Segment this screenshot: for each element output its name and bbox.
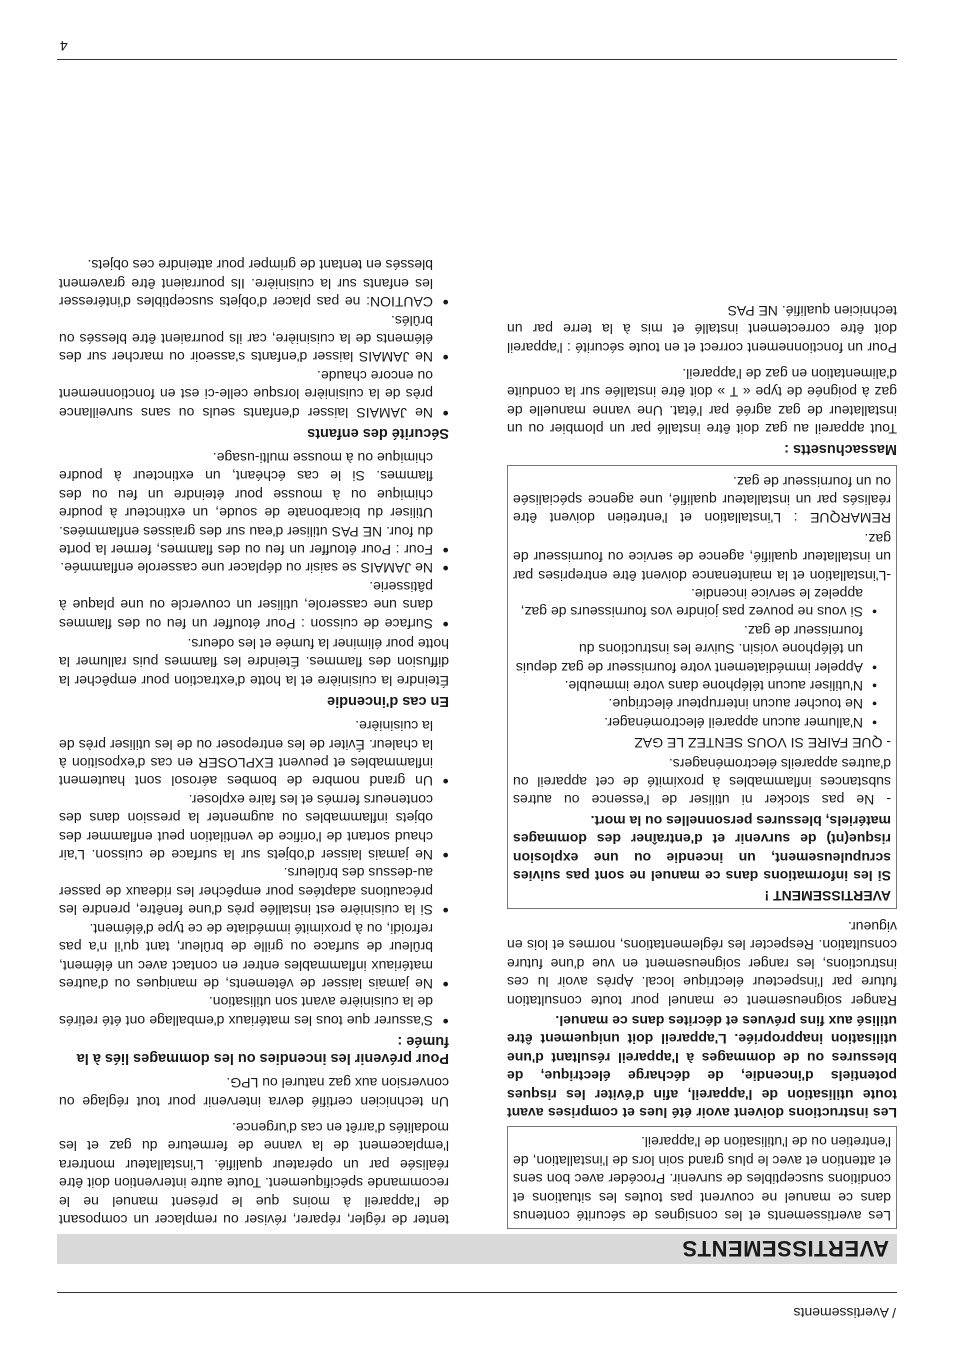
- safety-text: Pour un fonctionnement correct et en toute sécurité : l'appareil doit être correctement installé et mis à la terre par un technicien qualifié. NE PAS: [507, 302, 897, 356]
- list-item: ● Surface de cuisson : Pour étouffer un feu ou des flammes dans une casserole, utiliser un couvercle ou une plaque à pâtisserie.: [59, 577, 449, 632]
- lpg-text: Un technicien certifié devra intervenir pour tout réglage ou conversion aux gaz naturel ou LPG.: [59, 1075, 449, 1110]
- gas-smell-list: [513, 585, 891, 732]
- list-item: ● Four : Pour étouffer un feu ou des flammes, fermer la porte du four. NE PAS utiliser d'eau sur des graisses enflammées. Utiliser du bicarbonate de soude, un extincteur à poudre chimique ou à mousse pour éteindre un feu ou des flammes. Si le cas échéant, un extincteur à poudre chimique ou à mousse multi-usage.: [59, 449, 449, 559]
- fire-prevention-heading: Pour prévenir les incendies ou les dommages liés à la fumée :: [76, 1032, 449, 1066]
- list-item: • Si vous ne pouvez pas joindre vos fournisseurs de gaz, appelez le service incendie.: [513, 585, 877, 622]
- massachusetts-heading: Massachusetts :: [784, 441, 897, 458]
- list-item: ● Ne JAMAIS laisser d'enfants seuls ou sans surveillance près de la cuisinière lorsque celle-ci est en fonctionnement ou encore chaude.: [59, 366, 449, 421]
- fire-prevention-list: [59, 717, 449, 1030]
- list-item: • N'utiliser aucun téléphone dans votre immeuble.: [513, 677, 877, 695]
- list-item: • Appeler immédiatement votre fournisseur de gaz depuis un téléphone voisin. Suivre les instructions du fournisseur de gaz.: [513, 621, 877, 676]
- list-item: ● CAUTION: ne pas placer d'objets susceptibles d'intéresser les enfants sur la cuisinière. Ils pourraient être gravement blessés en tentant de grimper pour atteindre ces objets.: [59, 256, 449, 311]
- title-bar: [57, 1234, 897, 1264]
- gas-smell-heading: - QUE FAIRE SI VOUS SENTEZ LE GAZ: [634, 735, 891, 752]
- instructions-bold: Les instructions doivent avoir été lues et comprises avant toute utilisation de l'appareil, afin d'éviter les risques potentiels d'incendie, de décharge électrique, de blessures ou de dommages à l'appareil résultant d'une utilisation inappropriée. L'appareil doit uniquement être utilisé aux fins prévues et décrites dans ce manuel.: [507, 1012, 897, 1121]
- fire-intro-text: Éteindre la cuisinière et la hotte d'extraction pour empêcher la diffusion des flammes. Éteindre les flammes puis rallumer la hotte pour éliminer la fumée et les odeurs.: [59, 636, 449, 689]
- list-item: ● Ne jamais laisser de vêtements, de maniques ou d'autres matériaux inflammables entrer en contact avec un élément, brûleur de surface ou grille de brûleur, tant qu'il n'a pas refroidi, ou à proximité immédiate de ce type d'élément.: [59, 919, 449, 993]
- list-item: ● Ne JAMAIS laisser d'enfants s'asseoir ou marcher sur des éléments de la cuisinière, car ils pourraient être blessés ou brûlés.: [59, 311, 449, 366]
- page-title: AVERTISSEMENTS: [681, 1236, 889, 1261]
- massachusetts-text: Tout appareil au gaz doit être installé par un plombier ou un installateur de gaz agréé par l'état. Une vanne manuelle de gaz à poignée de type « T » doit être installée sur la conduite d'alimentation en gaz de l'appareil.: [507, 365, 897, 438]
- left-column: [507, 299, 897, 1229]
- warning-heading: AVERTISSEMENT !: [764, 888, 891, 905]
- list-item: ● Si la cuisinière est installée près d'une fenêtre, prendre les précautions adaptées pour empêcher les rideaux de passer au-dessus des brûleurs.: [59, 864, 449, 919]
- footer-rule: [57, 59, 897, 60]
- warning-box: [507, 465, 897, 909]
- page-number: 4: [60, 38, 68, 54]
- header-section-label: / Avertissements: [793, 1305, 896, 1321]
- install-line: -L'installation et la maintenance doivent être entreprises par un installateur qualifié, agence de service ou fournisseur de gaz.: [513, 530, 891, 584]
- fire-heading: En cas d'incendie: [327, 692, 449, 709]
- list-item: ● Ne jamais laisser d'objets sur la surface de cuisson. L'air chaud sortant de l'orifice de ventilation peut enflammer des objets inflammables ou augmenter la pression dans des conteneurs fermés et les faire exploser.: [59, 790, 449, 864]
- list-item: ● Ne JAMAIS se saisir ou déplacer une casserole enflammée.: [59, 559, 449, 577]
- warning-bold-text: Si les informations dans ce manuel ne sont pas suivies scrupuleusement, un incendie ou une explosion risque(nt) de survenir et d'entraîner des dommages matériels, blessures personnelles ou la mort.: [513, 812, 891, 885]
- list-item: ● Un grand nombre de bombes aérosol sont hautement inflammables et peuvent EXPLOSER en cas d'exposition à la chaleur. Éviter de les entreposer ou de les utiliser près de la cuisinière.: [59, 717, 449, 791]
- fire-list: [59, 449, 449, 633]
- header-rule: [57, 1292, 897, 1293]
- list-item: • N'allumer aucun appareil électroménager.: [513, 713, 877, 731]
- child-safety-heading: Sécurité des enfants: [307, 424, 449, 441]
- child-safety-list: [59, 256, 449, 422]
- list-item: • Ne toucher aucun interrupteur électrique.: [513, 695, 877, 713]
- no-store-text: - Ne pas stocker ni utiliser de l'essence ou autres substances inflammables à proximité de cet appareil ou d'autres appareils électroménagers.: [513, 755, 891, 809]
- continuation-text: tenter de régler, réparer, réviser ou remplacer un composant de l'appareil à moins que le présent manuel ne le recommande spécifiquement. Toute autre intervention doit être réalisée par un opérateur qualifié. L'installateur montrera l'emplacement de la vanne de fermeture du gaz et les modalités d'arrêt en cas d'urgence.: [59, 1119, 449, 1228]
- remarque-text: REMARQUE : L'installation et l'entretien doivent être réalisés par un installateur qualifié, une agence spécialisée ou un fournisseur de gaz.: [513, 473, 891, 527]
- right-column: [59, 256, 449, 1229]
- list-item: ● S'assurer que tous les matériaux d'emballage ont été retirés de la cuisinière avant son utilisation.: [59, 993, 449, 1030]
- intro-box: [507, 1126, 897, 1229]
- intro-text: Les avertissements et les consignes de sécurité contenus dans ce manuel ne couvrent pas toutes les situations et conditions susceptibles de survenir. Procéder avec bon sens et attention et avec le plus grand soin lors de l'installation, de l'entretien ou de l'utilisation de l'appareil.: [513, 1134, 891, 1224]
- keep-manual-text: Ranger soigneusement ce manuel pour toute consultation future par l'inspecteur électrique local. Après avoir lu ces instructions, les ranger soigneusement en vue d'une future consultation. Respecter les réglementations, normes et lois en vigueur.: [507, 918, 897, 1009]
